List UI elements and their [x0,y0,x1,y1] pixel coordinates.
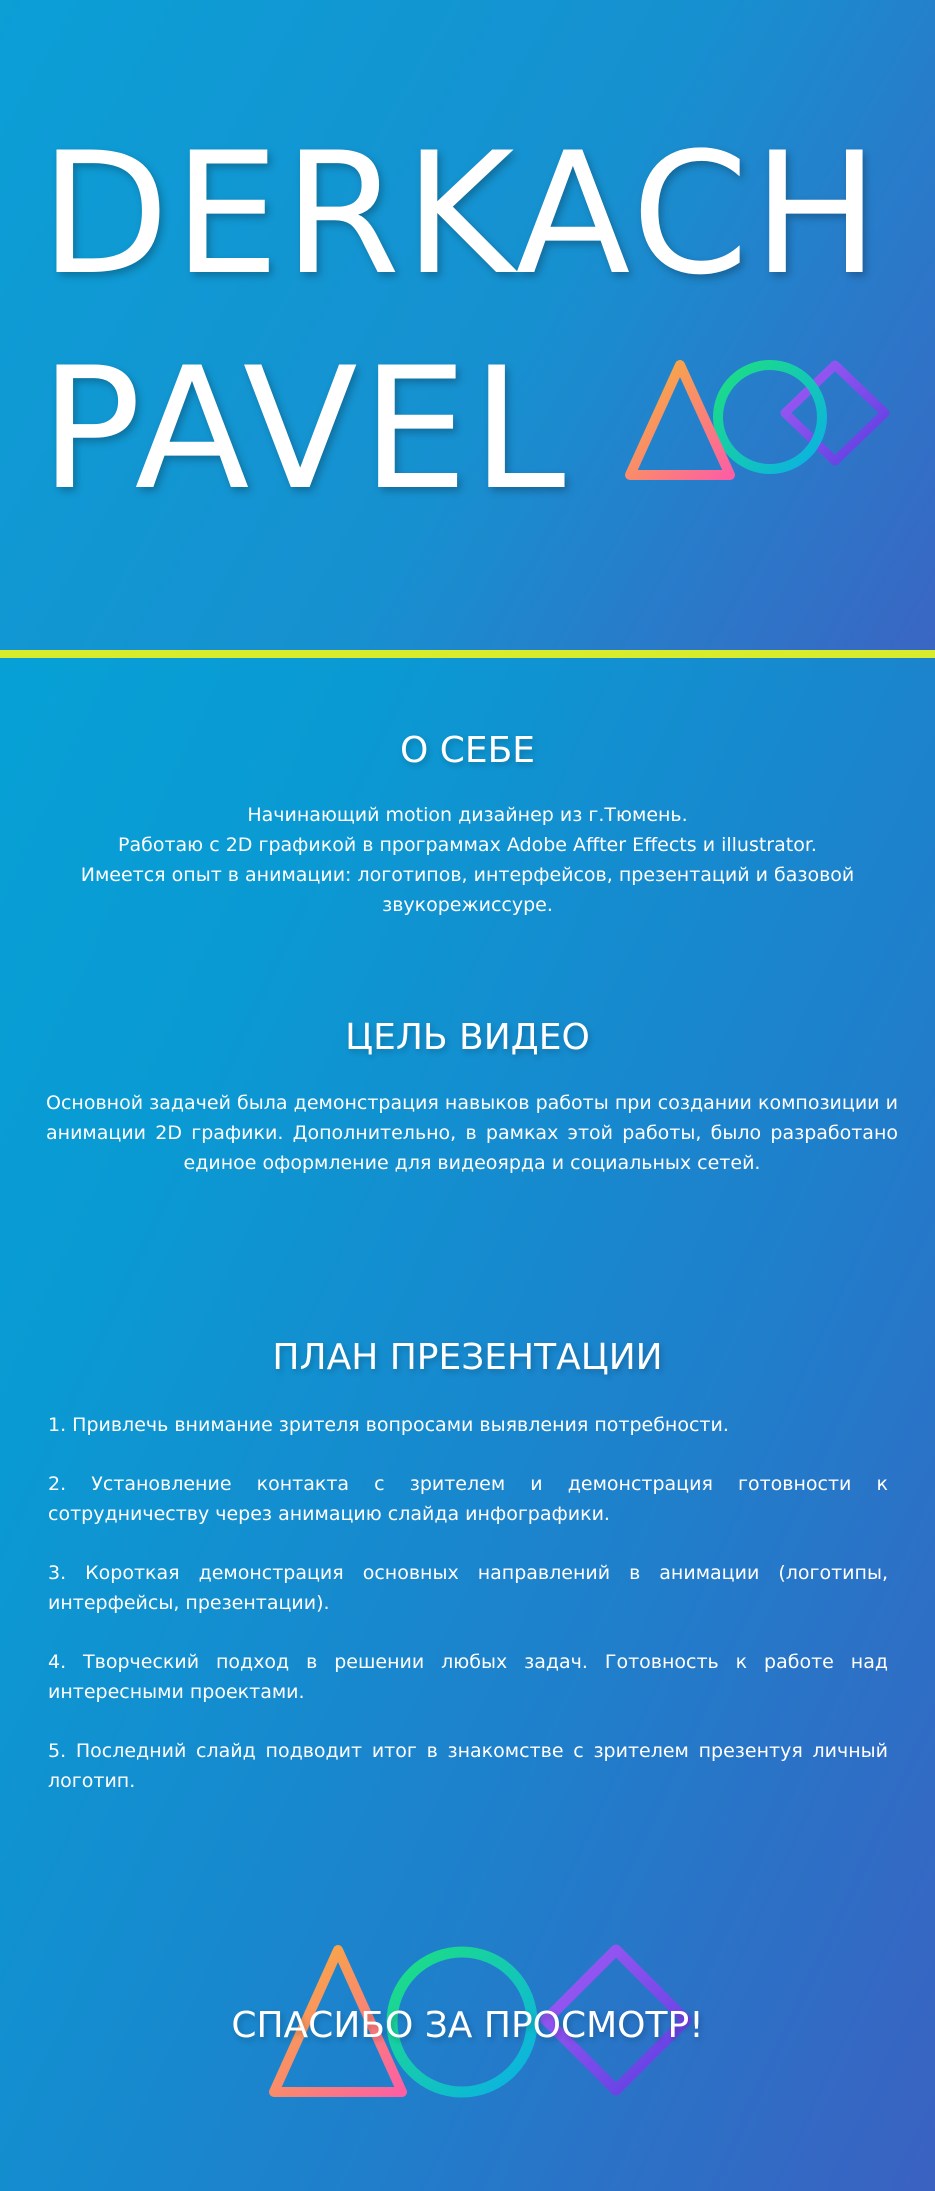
plan-item: 3. Короткая демонстрация основных направлений в анимации (логотипы, интерфейсы, презентации). [48,1562,888,1614]
hero-title-last-name: PAVEL [40,331,570,527]
hero-title-first-name: DERKACH [40,116,884,312]
about-line: Работаю с 2D графикой в программах Adobe Affter Effects и illustrator. [118,834,817,856]
plan-heading: ПЛАН ПРЕЗЕНТАЦИИ [272,1337,663,1378]
thanks-message: СПАСИБО ЗА ПРОСМОТР! [231,2005,704,2046]
hero-banner [0,0,935,650]
goal-heading: ЦЕЛЬ ВИДЕО [345,1017,590,1058]
plan-item: 5. Последний слайд подводит итог в знакомстве с зрителем презентуя личный логотип. [48,1740,888,1792]
accent-divider [0,650,935,658]
hero-logo [625,355,895,485]
about-line: Начинающий motion дизайнер из г.Тюмень. [247,804,688,826]
circle-icon [718,365,822,469]
plan-item: 2. Установление контакта с зрителем и демонстрация готовности к сотрудничеству через анимацию слайда инфографики. [48,1473,888,1525]
plan-list [48,1410,888,1825]
about-line: Имеется опыт в анимации: логотипов, интерфейсов, презентаций и базовой [80,864,855,886]
about-line: звукорежиссуре. [382,894,553,916]
plan-item: 1. Привлечь внимание зрителя вопросами выявления потребности. [48,1414,729,1436]
goal-text: Основной задачей была демонстрация навыков работы при создании композиции и анимации 2D графики. Дополнительно, в рамках этой работы, было разработано единое оформление для видеоярда и социальных сетей. [46,1092,898,1174]
about-heading: О СЕБЕ [399,730,536,771]
plan-item: 4. Творческий подход в решении любых задач. Готовность к работе над интересными проектами. [48,1651,888,1703]
about-text [40,800,895,920]
